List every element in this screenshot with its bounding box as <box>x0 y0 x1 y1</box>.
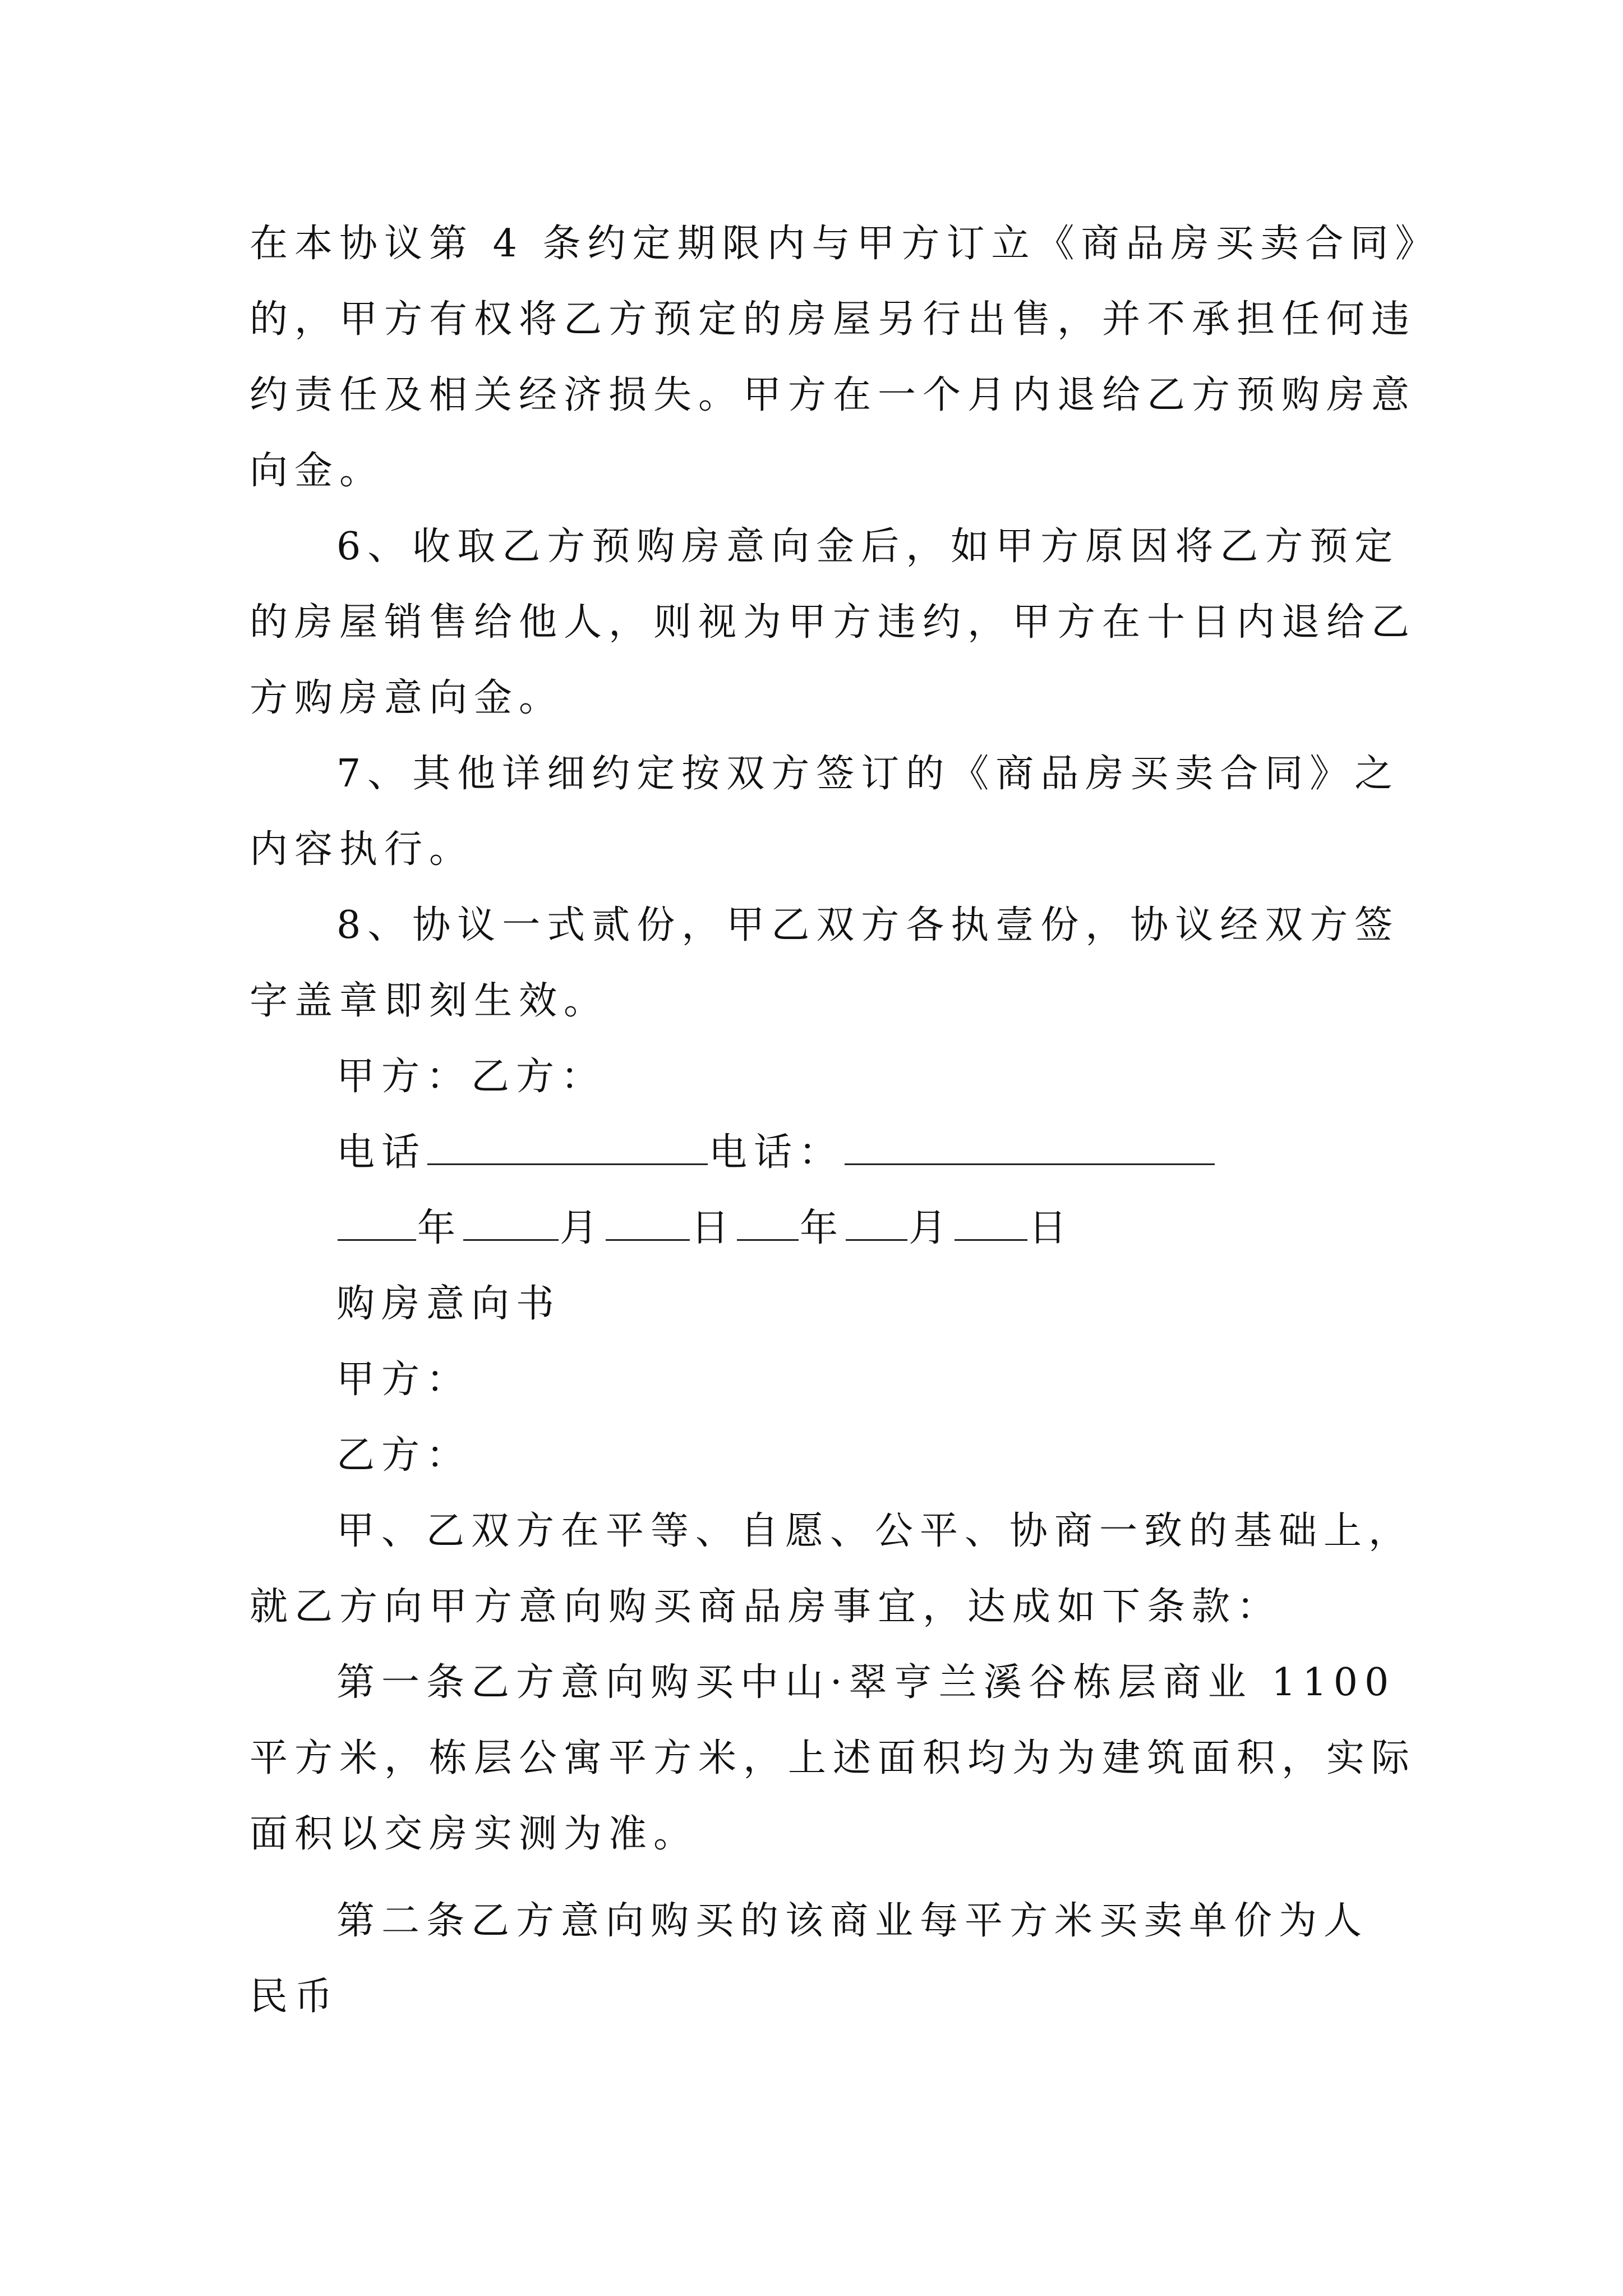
text-line: 平方米，栋层公寓平方米，上述面积均为为建筑面积，实际 <box>250 1736 1417 1780</box>
date-blank <box>955 1205 1027 1241</box>
text-line: 面积以交房实测为准。 <box>250 1812 699 1856</box>
date-blank <box>846 1205 907 1241</box>
phone-label-a: 电话 <box>336 1130 427 1175</box>
text-line: 向金。 <box>250 449 385 493</box>
phone-blank-a <box>427 1130 708 1165</box>
text-line: 字盖章即刻生效。 <box>250 979 609 1023</box>
date-day-label: 日 <box>691 1206 736 1250</box>
text-line: 方购房意向金。 <box>250 676 564 720</box>
phone-label-b: 电话： <box>709 1130 844 1175</box>
clause-8: 8、协议一式贰份，甲乙双方各执壹份，协议经双方签 <box>336 903 1400 947</box>
section-title: 购房意向书 <box>336 1282 561 1326</box>
date-blank <box>737 1205 799 1241</box>
text-line: 民币 <box>250 1975 340 2019</box>
phone-blank-b <box>845 1130 1215 1165</box>
text-line: 就乙方向甲方意向购买商品房事宜，达成如下条款： <box>250 1585 1282 1629</box>
date-day-label: 日 <box>1029 1206 1074 1250</box>
party-signature-line: 甲方：乙方： <box>336 1055 606 1099</box>
text-line: 的房屋销售给他人，则视为甲方违约，甲方在十日内退给乙 <box>250 600 1417 645</box>
party-a-line: 甲方： <box>336 1358 472 1402</box>
article-1: 第一条乙方意向购买中山·翠亨兰溪谷栋层商业 1100 <box>336 1660 1396 1705</box>
text-line: 的，甲方有权将乙方预定的房屋另行出售，并不承担任何违 <box>250 297 1417 342</box>
date-month-label: 月 <box>560 1206 605 1250</box>
article-2: 第二条乙方意向购买的该商业每平方米买卖单价为人 <box>336 1899 1369 1943</box>
preamble: 甲、乙双方在平等、自愿、公平、协商一致的基础上， <box>336 1509 1414 1553</box>
date-month-label: 月 <box>909 1206 954 1250</box>
date-blank <box>338 1205 416 1241</box>
text-line: 约责任及相关经济损失。甲方在一个月内退给乙方预购房意 <box>250 373 1417 417</box>
clause-7: 7、其他详细约定按双方签订的《商品房买卖合同》之 <box>336 752 1400 796</box>
date-blank <box>606 1205 690 1241</box>
text-line: 在本协议第 4 条约定期限内与甲方订立《商品房买卖合同》 <box>250 222 1440 266</box>
date-blank <box>463 1205 559 1241</box>
phone-line <box>336 1125 1216 1181</box>
party-b-line: 乙方： <box>336 1433 472 1478</box>
date-year-label: 年 <box>800 1206 845 1250</box>
text-line: 内容执行。 <box>250 827 474 872</box>
date-year-label: 年 <box>417 1206 463 1250</box>
date-line <box>336 1200 1073 1257</box>
clause-6: 6、收取乙方预购房意向金后，如甲方原因将乙方预定 <box>336 524 1400 569</box>
